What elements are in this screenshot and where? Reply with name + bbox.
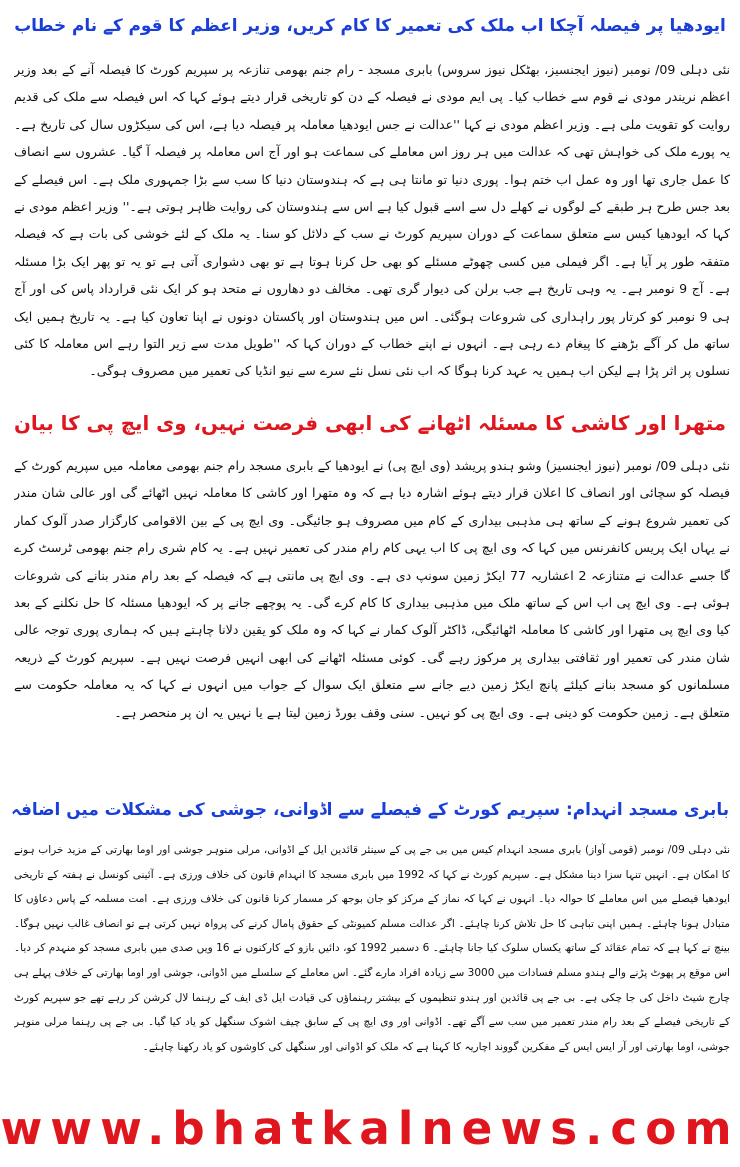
- article2-body: نئی دہلی 09/ نومبر (نیوز ایجنسیز) وشو ہندو پریشد (وی ایچ پی) نے ایودھیا کے بابری مسجد رام جنم بھومی معاملہ میں سپریم کورٹ کے فیصلہ کو سچائی اور انصاف کا اعلان قرار دیتے ہوئے اشارہ دیا ہے کہ وہ متھرا اور کاشی کا معاملہ نہیں اٹھائے گی اور عالی شان مندر کی تعمیر شروع ہونے کے ساتھ ہی مذہبی بیداری کے کام میں مصروف ہو جائیگی۔ وی ایچ پی کے بین الاقوامی کارگزار صدر آلوک کمار نے یہاں ایک پریس کانفرنس میں کہا کہ وی ایچ پی کا اب یہی کام رام مندر کی تعمیر نہیں ہے۔ یہ کام شری رام جنم بھومی ٹرسٹ کرے گا جسے عدالت نے متنازعہ 2 اعشاریہ 77 ایکڑ زمین سونپ دی ہے۔ وی ایچ پی مانتی ہے کہ فیصلہ کے بعد رام مندر بنانے کی شروعات ہوئی ہے۔ وی ایچ پی اب اس کے ساتھ ملک میں مذہبی بیداری کا کام کرے گی۔ یہ پوچھے جانے پر کہ ایودھیا مسئلہ کا حل نکلنے کے بعد کیا وی ایچ پی متھرا اور کاشی کا معاملہ اٹھائیگی، ڈاکٹر آلوک کمار نے کہا کہ وہ ملک کو یقین دلانا چاہتے ہیں کہ ہماری پوری توجہ عالی شان مندر کی تعمیر اور ثقافتی بیداری پر مرکوز رہے گی۔ کوئی مسئلہ اٹھانے کی ابھی انہیں فرصت نہیں ہے۔ سپریم کورٹ کے ذریعہ مسلمانوں کو مسجد بنانے کیلئے پانچ ایکڑ زمین دیے جانے سے متعلق ایک سوال کے جواب میں انہوں نے کہا کہ یہ معاملہ حکومت سے متعلق ہے۔ زمین حکومت کو دینی ہے۔ وی ایچ پی کو نہیں۔ سنی وقف بورڈ زمین لیتا ہے یا نہیں یہ ان پر منحصر ہے۔: [14, 458, 730, 720]
- article3-headline: بابری مسجد انہدام: سپریم کورٹ کے فیصلے سے اڈوانی، جوشی کی مشکلات میں اضافہ: [10, 799, 730, 819]
- website-url-footer: www.bhatkalnews.com: [0, 1102, 740, 1155]
- article3-body: نئی دہلی 09/ نومبر (قومی آواز) بابری مسجد انہدام کیس میں بی جے پی کے سینئر قائدین ایل کے اڈوانی، مرلی منوہر جوشی اور اوما بھارتی کے مزید خراب ہونے کا امکان ہے۔ انہیں تنہا سزا دینا مشکل ہے۔ سپریم کورٹ نے کہا کہ 1992 میں بابری مسجد کا انہدام قانون کی خلاف ورزی ہے۔ آئینی کونسل نے ہفتہ کے تاریخی ایودھیا فیصلے میں اس معاملے کا حوالہ دیا۔ انہوں نے کہا کہ نماز کے مرکز کو جان بوجھ کر مسمار کرنا قانون کی خلاف ورزی ہے۔ امت مسلمہ کے پاس دعاؤں کا متبادل ہونا چاہئے۔ ہمیں اپنی تباہی کا حل تلاش کرنا چاہئے۔ اگر عدالت مسلم کمیونٹی کے حقوق پامال کرنے کی پرواہ نہیں کرتی ہے تو انصاف غالب نہیں ہوگا۔ بینچ نے کہا ہے کہ تمام عقائد کے ساتھ یکساں سلوک کیا جانا چاہئے۔ 6 دسمبر 1992 کو، دائیں بازو کے کارکنوں نے 16 ویں صدی میں بابری مسجد کو منہدم کر دیا۔ اس موقع پر پھوٹ پڑنے والے ہندو مسلم فسادات میں 3000 سے زیادہ افراد مارے گئے۔ اس معاملے کے سلسلے میں اڈوانی، جوشی اور اوما بھارتی کے خلاف پہلے ہی چارج شیٹ داخل کی جا چکی ہے۔ بی جے پی قائدین اور ہندو تنظیموں کے بیشتر رہنماؤں کی قیادت ایل ڈی ایف کے رہنما لال کرشن کر رہے تھے جو سپریم کورٹ کے تاریخی فیصلے کے بعد رام مندر تعمیر میں سب سے آگے تھے۔ اڈوانی اور وی ایچ پی کے سابق چیف اشوک سنگھل کو یاد کیا گیا۔ بی جے پی رہنما مرلی منوہر جوشی، اوما بھارتی اور آر ایس ایس کے مفکرین گووند اچاریہ کا کہنا ہے کہ ملک کو اڈوانی اور سنگھل کی کاوشوں کو یاد رکھنا چاہئے۔: [14, 844, 730, 1053]
- article1-body: نئی دہلی 09/ نومبر (نیوز ایجنسیز، بھٹکل نیوز سروس) بابری مسجد - رام جنم بھومی تنازعہ پر سپریم کورٹ کا فیصلہ آنے کے بعد وزیر اعظم نریندر مودی نے قوم سے خطاب کیا۔ پی ایم مودی نے فیصلہ کے دن کو تاریخی قرار دیتے ہوئے کہا کہ اس فیصلہ سے ملک کی قدیم روایت کو تقویت ملی ہے۔ وزیر اعظم مودی نے کہا ''عدالت نے جس ایودھیا معاملہ پر فیصلہ دیا ہے، اس کی سیکڑوں سال کی تاریخ ہے۔ یہ پورے ملک کی خواہش تھی کہ عدالت میں ہر روز اس معاملے کی سماعت ہو اور آج اس معاملہ پر فیصلہ آ گیا۔ عشروں سے انصاف کا عمل جاری تھا اور وہ عمل اب ختم ہوا۔ پوری دنیا تو مانتا ہی ہے کہ ہندوستان دنیا کا سب سے بڑا جمہوری ملک ہے۔ اس فیصلے کے بعد جس طرح ہر طبقے کے لوگوں نے کھلے دل سے اسے قبول کیا ہے اس سے ہندوستان کی روایت ظاہر ہوتی ہے۔'' وزیر اعظم مودی نے کہا کہ ایودھیا کیس سے متعلق سماعت کے دوران سپریم کورٹ نے سب کے دلائل کو سنا۔ یہ ملک کے لئے خوشی کی بات ہے کہ فیصلہ متفقہ طور پر آیا ہے۔ اگر فیملی میں کسی چھوٹے مسئلے کو بھی حل کرنا ہوتا ہے تو بھی دشواری آتی ہے تو یہ تو پھر ایک بڑا مسئلہ ہے۔ آج 9 نومبر ہے۔ یہ وہی تاریخ ہے جب برلن کی دیوار گری تھی۔ مخالف دو دھاروں نے متحد ہو کر ایک نئی قرارداد پاس کی اور آج ہی 9 نومبر کو کرتار پور راہداری کی شروعات ہوگئی۔ اس میں ہندوستان اور پاکستان دونوں نے اپنا تعاون کیا ہے۔ یہ تاریخ ہمیں ایک ساتھ مل کر آگے بڑھنے کا پیغام دے رہی ہے۔ انہوں نے اپنے خطاب کے دوران کہا کہ ''طویل مدت سے زیر التوا رہے اس معاملہ کا کئی نسلوں پر اثر پڑا ہے لیکن اب ہمیں یہ عہد کرنا ہوگا کہ اب نئی نسل نئے سرے سے نیو انڈیا کی تعمیر میں مصروف ہوگی۔: [14, 62, 730, 379]
- article2-headline: متھرا اور کاشی کا مسئلہ اٹھانے کی ابھی فرصت نہیں، وی ایچ پی کا بیان: [13, 412, 727, 435]
- article1-headline: ایودھیا پر فیصلہ آچکا اب ملک کی تعمیر کا کام کریں، وزیر اعظم کا قوم کے نام خطاب: [14, 15, 726, 35]
